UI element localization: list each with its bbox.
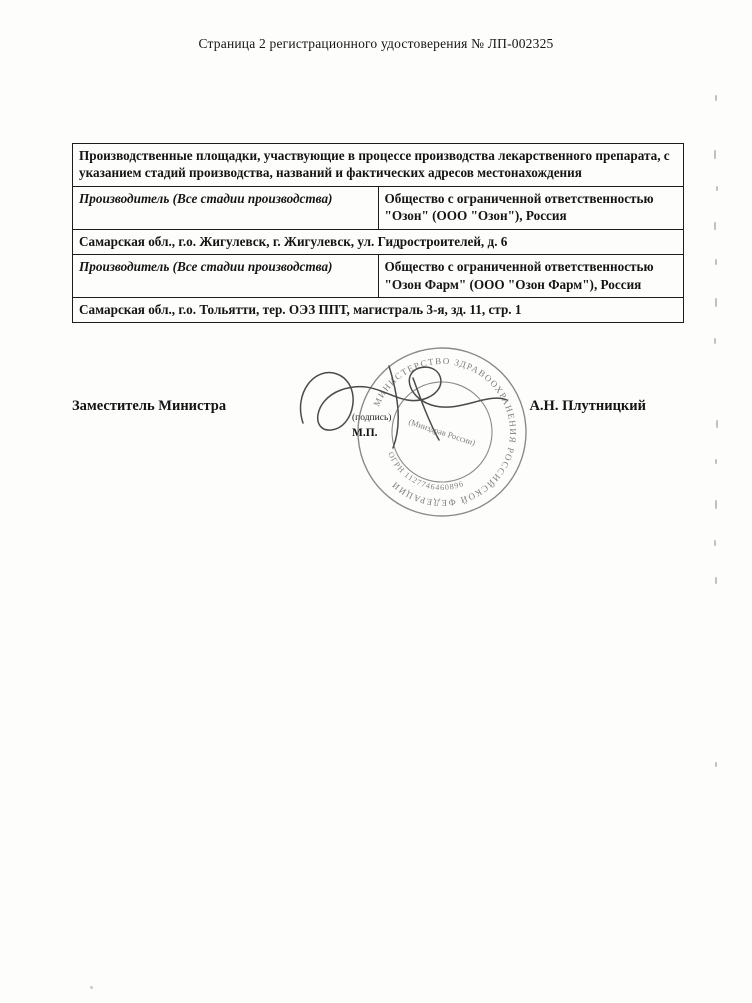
- stamp-outer-text: МИНИСТЕРСТВО ЗДРАВООХРАНЕНИЯ РОССИЙСКОЙ ФЕДЕРАЦИИ: [371, 355, 519, 509]
- seal-place-label: М.П.: [352, 427, 378, 439]
- scan-artifact: [715, 577, 717, 584]
- scan-artifact: [715, 762, 717, 767]
- scan-artifact: [714, 150, 716, 159]
- official-stamp: [352, 342, 532, 522]
- scan-artifact: [714, 338, 716, 344]
- scan-artifact: [714, 540, 716, 546]
- producer-label-1: Производитель (Все стадии производства): [73, 186, 379, 229]
- stamp-bottom-text: ОГРН 1127746460896: [386, 450, 466, 493]
- scan-artifact: [715, 459, 717, 464]
- scan-artifact: [716, 186, 718, 191]
- scan-artifact: [714, 222, 716, 230]
- producer-name-2: Общество с ограниченной ответственностью "Озон Фарм" (ООО "Озон Фарм"), Россия: [378, 255, 684, 298]
- signer-name: А.Н. Плутницкий: [529, 398, 646, 414]
- table-row: [73, 297, 684, 322]
- signature-caption: (подпись): [352, 413, 392, 423]
- scan-artifact: [715, 500, 717, 509]
- scan-artifact: [715, 259, 717, 265]
- table-title: Производственные площадки, участвующие в процессе производства лекарственного препарата, с указанием стадий производства, названий и фактических адресов местонахождения: [73, 144, 684, 187]
- signer-title: Заместитель Министра: [72, 398, 227, 414]
- producer-address-2: Самарская обл., г.о. Тольятти, тер. ОЭЗ ППТ, магистраль 3-я, зд. 11, стр. 1: [73, 297, 684, 322]
- scan-artifact: [715, 95, 717, 101]
- scan-speck: [90, 986, 93, 989]
- producer-address-1: Самарская обл., г.о. Жигулевск, г. Жигулевск, ул. Гидростроителей, д. 6: [73, 229, 684, 254]
- svg-text:ОГРН 1127746460896: [379, 448, 469, 501]
- scan-artifact: [715, 298, 717, 307]
- table-row: [73, 229, 684, 254]
- table-row: [73, 255, 684, 298]
- page-header: Страница 2 регистрационного удостоверения № ЛП-002325: [198, 36, 554, 51]
- production-sites-table: [72, 143, 684, 323]
- svg-text:МИНИСТЕРСТВО ЗДРАВООХРАНЕНИЯ Р: [352, 342, 532, 522]
- scan-artifact: [716, 420, 718, 428]
- table-row: [73, 144, 684, 187]
- stamp-center-text: (Минздрав России): [407, 416, 477, 448]
- producer-label-2: Производитель (Все стадии производства): [73, 255, 379, 298]
- table-row: [73, 186, 684, 229]
- producer-name-1: Общество с ограниченной ответственностью "Озон" (ООО "Озон"), Россия: [378, 186, 684, 229]
